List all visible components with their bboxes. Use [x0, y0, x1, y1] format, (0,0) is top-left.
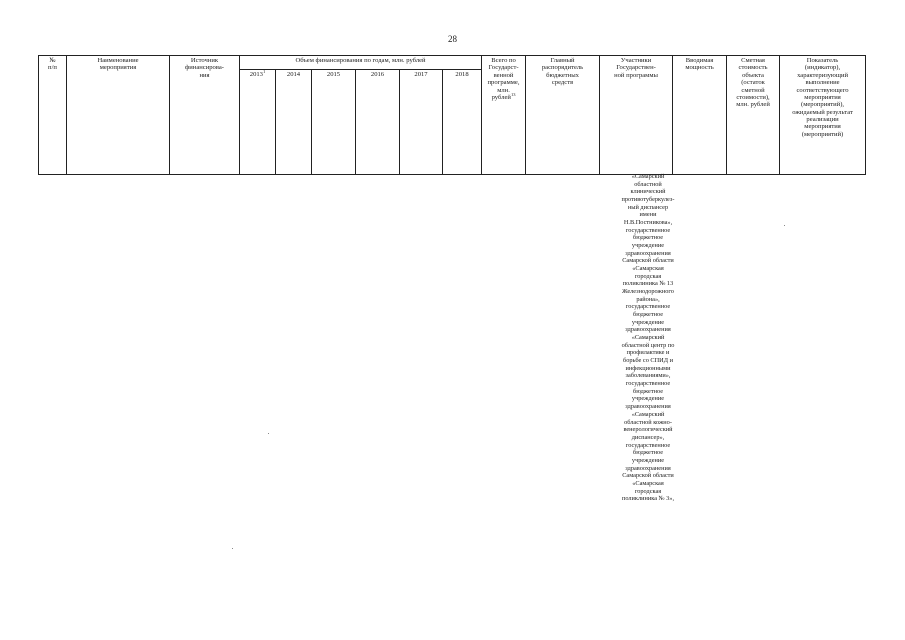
header-indicator: Показатель (индикатор), характеризующий выполнение соответствующего мероприятия (мероприятий), ожидаемый результат реализации мероприятия (мероприятий)	[780, 56, 866, 175]
header-capacity: Вводимая мощность	[673, 56, 727, 175]
scan-speck	[784, 225, 785, 226]
header-source: Источник финансирова- ния	[170, 56, 240, 175]
scan-speck	[268, 433, 269, 434]
header-year-2013: 2013$^1$	[240, 70, 276, 175]
scan-speck	[232, 548, 233, 549]
financing-table	[38, 55, 866, 175]
year-2013-footnote: 1	[262, 68, 266, 74]
total-footnote: 13	[510, 91, 516, 97]
header-index: № п/п	[39, 56, 67, 175]
header-year-2017: 2017	[400, 70, 443, 175]
header-year-2018: 2018	[443, 70, 482, 175]
header-administrator: Главный распорядитель бюджетных средств	[526, 56, 600, 175]
page-number: 28	[448, 34, 457, 44]
header-estimated-cost: Сметная стоимость объекта (остаток сметной стоимости), млн. рублей	[727, 56, 780, 175]
header-total: Всего по Государст- венной программе, млн. рублей$^{13}$	[482, 56, 526, 175]
header-name: Наименование мероприятия	[67, 56, 170, 175]
participants-list: «Самарский областной клинический противотуберкулез- ный диспансер имени Н.В.Постникова», государственное бюджетное учреждение здравоохранения Самарской области «Самарская городская поликлиника № 13 Железнодорожного района», государственное бюджетное учреждение здравоохранения «Самарский областной центр по профилактике и борьбе со СПИД и инфекционными заболеваниями», государственное бюджетное учреждение здравоохранения «Самарский областной кожно- венерологический диспансер», государственное бюджетное учреждение здравоохранения Самарской области «Самарская городская поликлиника № 3»,	[621, 173, 675, 503]
header-participants: Участники Государствен- ной программы	[600, 56, 673, 175]
header-year-2014: 2014	[276, 70, 312, 175]
header-year-2015: 2015	[312, 70, 356, 175]
header-funding-group: Объем финансирования по годам, млн. рублей	[240, 56, 482, 70]
header-year-2016: 2016	[356, 70, 400, 175]
